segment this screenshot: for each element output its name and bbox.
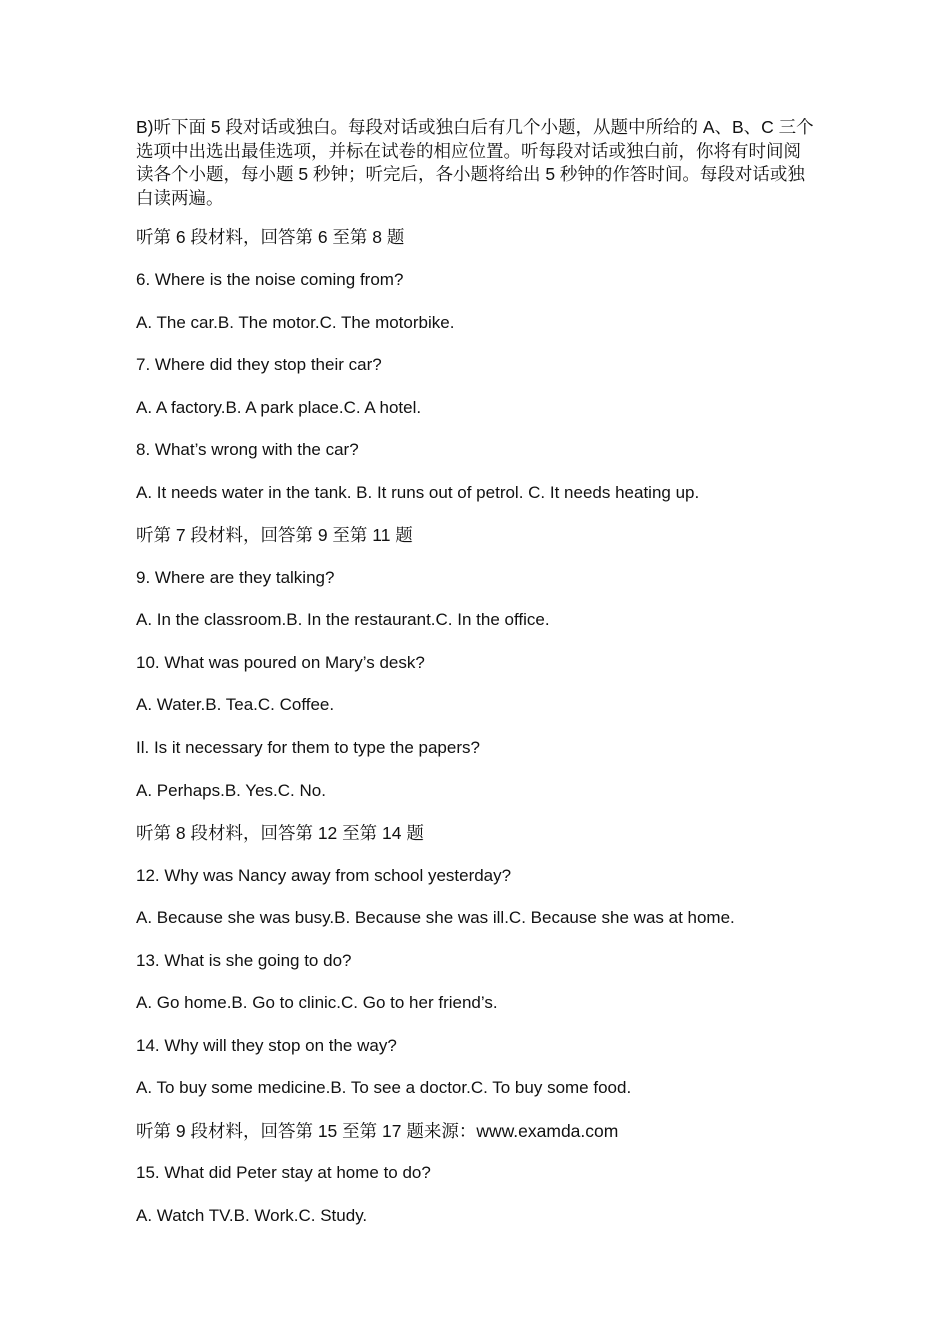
instructions-paragraph: B)听下面 5 段对话或独白。每段对话或独白后有几个小题，从题中所给的 A、B、C 三个选项中出选出最佳选项，并标在试卷的相应位置。听每段对话或独白前，你将有时间阅读各个小题，每小题 5 秒钟；听完后，各小题将给出 5 秒钟的作答时间。每段对话或独白读两遍。 — [136, 117, 814, 208]
question-12: 12. Why was Nancy away from school yesterday? — [136, 866, 512, 885]
options-15: A. Watch TV.B. Work.C. Study. — [136, 1206, 368, 1225]
question-8: 8. What’s wrong with the car? — [136, 440, 359, 459]
section-heading-7: 听第 7 段材料，回答第 9 至第 11 题 — [136, 525, 413, 545]
section-heading-9: 听第 9 段材料，回答第 15 至第 17 题来源：www.examda.com — [136, 1121, 619, 1141]
question-14: 14. Why will they stop on the way? — [136, 1036, 397, 1055]
options-12: A. Because she was busy.B. Because she was ill.C. Because she was at home. — [136, 908, 735, 927]
options-14: A. To buy some medicine.B. To see a doctor.C. To buy some food. — [136, 1078, 632, 1097]
question-7: 7. Where did they stop their car? — [136, 355, 382, 374]
question-11: Il. Is it necessary for them to type the papers? — [136, 738, 480, 757]
options-9: A. In the classroom.B. In the restaurant.C. In the office. — [136, 610, 550, 629]
options-10: A. Water.B. Tea.C. Coffee. — [136, 695, 335, 714]
section-heading-8: 听第 8 段材料，回答第 12 至第 14 题 — [136, 823, 424, 843]
question-6: 6. Where is the noise coming from? — [136, 270, 404, 289]
options-13: A. Go home.B. Go to clinic.C. Go to her friend’s. — [136, 993, 498, 1012]
options-8: A. It needs water in the tank. B. It runs out of petrol. C. It needs heating up. — [136, 483, 700, 502]
options-6: A. The car.B. The motor.C. The motorbike. — [136, 313, 455, 332]
question-9: 9. Where are they talking? — [136, 568, 335, 587]
question-10: 10. What was poured on Mary’s desk? — [136, 653, 425, 672]
question-15: 15. What did Peter stay at home to do? — [136, 1163, 431, 1182]
options-7: A. A factory.B. A park place.C. A hotel. — [136, 398, 422, 417]
question-13: 13. What is she going to do? — [136, 951, 352, 970]
options-11: A. Perhaps.B. Yes.C. No. — [136, 781, 326, 800]
section-heading-6: 听第 6 段材料，回答第 6 至第 8 题 — [136, 227, 405, 247]
